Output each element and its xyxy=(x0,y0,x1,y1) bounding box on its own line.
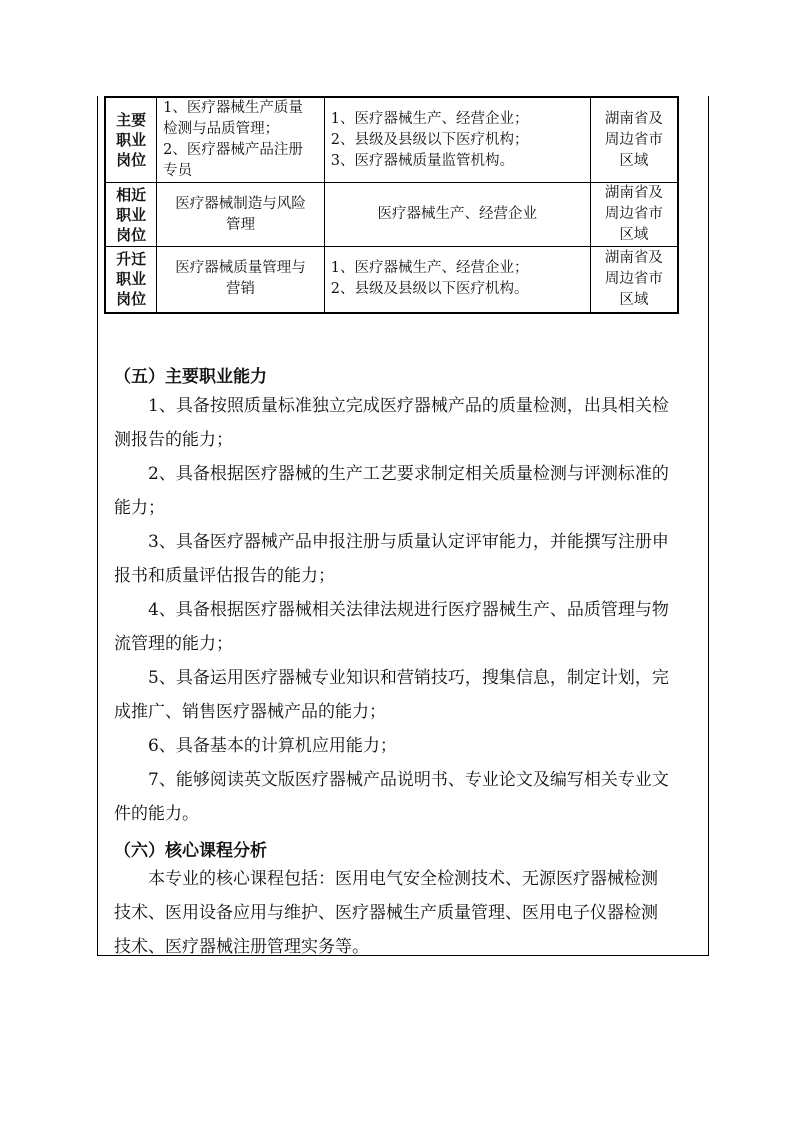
list-item: 3、具备医疗器械产品申报注册与质量认定评审能力，并能撰写注册申 xyxy=(148,532,669,552)
employers-cell: 医疗器械生产、经营企业 xyxy=(324,183,590,247)
positions-cell: 医疗器械质量管理与 营销 xyxy=(157,247,325,313)
list-item: 5、具备运用医疗器械专业知识和营销技巧，搜集信息，制定计划，完 xyxy=(148,668,669,688)
career-positions-table xyxy=(104,96,679,314)
list-item: 件的能力。 xyxy=(114,804,199,824)
list-item: 测报告的能力； xyxy=(114,430,233,450)
list-item: 7、能够阅读英文版医疗器械产品说明书、专业论文及编写相关专业文 xyxy=(148,770,669,790)
list-item: 2、具备根据医疗器械的生产工艺要求制定相关质量检测与评测标准的 xyxy=(148,464,669,484)
list-item: 4、具备根据医疗器械相关法律法规进行医疗器械生产、品质管理与物 xyxy=(148,600,669,620)
list-item: 6、具备基本的计算机应用能力； xyxy=(148,736,397,756)
list-item: 成推广、销售医疗器械产品的能力； xyxy=(114,702,386,722)
ability-list xyxy=(114,389,704,831)
row-header: 相近 职业 岗位 xyxy=(105,183,157,247)
core-courses-paragraph: 本专业的核心课程包括：医用电气安全检测技术、无源医疗器械检测 技术、医用设备应用与维护、医疗器械生产质量管理、医用电子仪器检测 技术、医疗器械注册管理实务等。 xyxy=(114,869,658,957)
list-item: 报书和质量评估报告的能力； xyxy=(114,566,335,586)
table-row xyxy=(105,247,678,313)
row-header: 升迁 职业 岗位 xyxy=(105,247,157,313)
positions-cell: 1、医疗器械生产质量 检测与品质管理； 2、医疗器械产品注册 专员 xyxy=(157,97,325,183)
employers-cell: 1、医疗器械生产、经营企业； 2、县级及县级以下医疗机构； 3、医疗器械质量监管机构。 xyxy=(324,97,590,183)
region-cell: 湖南省及 周边省市 区域 xyxy=(590,247,678,313)
list-item: 1、具备按照质量标准独立完成医疗器械产品的质量检测，出具相关检 xyxy=(148,396,669,416)
region-cell: 湖南省及 周边省市 区域 xyxy=(590,97,678,183)
employers-cell: 1、医疗器械生产、经营企业； 2、县级及县级以下医疗机构。 xyxy=(324,247,590,313)
region-cell: 湖南省及 周边省市 区域 xyxy=(590,183,678,247)
positions-cell: 医疗器械制造与风险 管理 xyxy=(157,183,325,247)
list-item: 能力； xyxy=(114,498,165,518)
table-row xyxy=(105,97,678,183)
row-header: 主要 职业 岗位 xyxy=(105,97,157,183)
section-title-abilities: （五）主要职业能力 xyxy=(114,367,267,387)
section-title-core-courses: （六）核心课程分析 xyxy=(114,841,267,861)
table-row xyxy=(105,183,678,247)
list-item: 流管理的能力； xyxy=(114,634,233,654)
